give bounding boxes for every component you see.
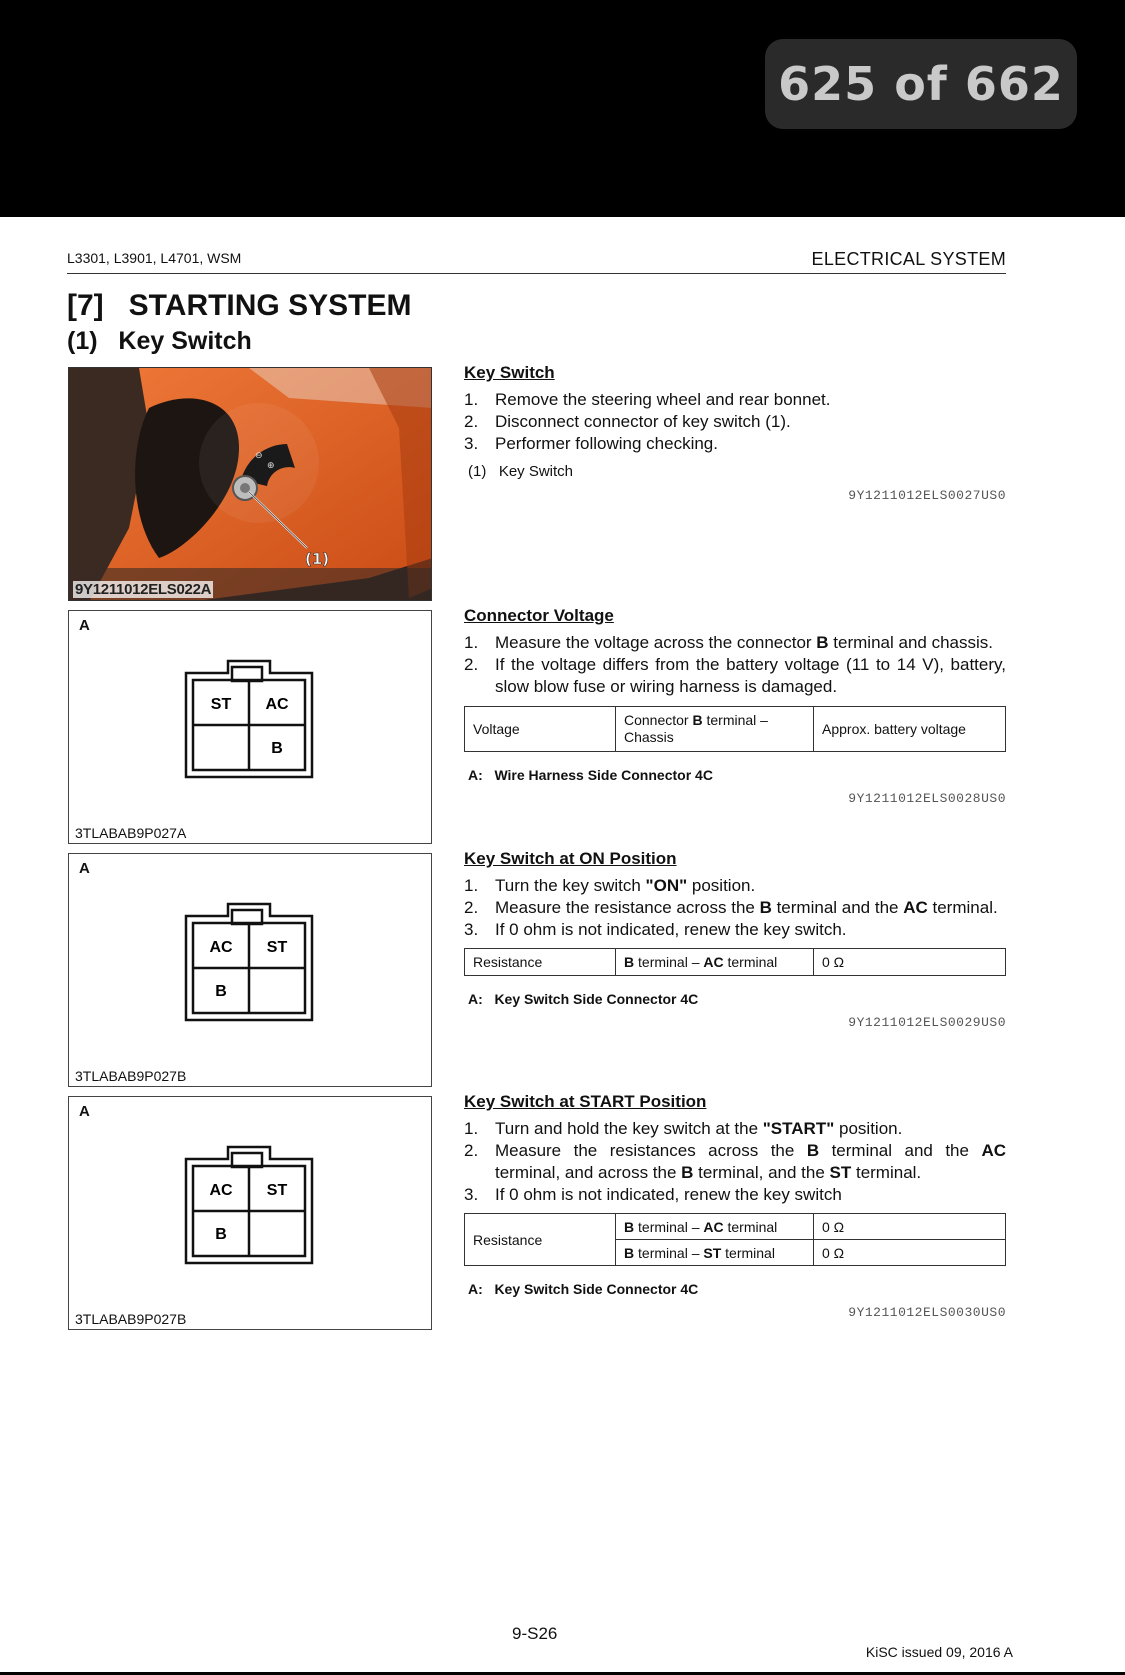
header-rule (67, 273, 1006, 274)
key-switch-block (464, 363, 1006, 503)
reference-code: 9Y1211012ELS0029US0 (848, 1015, 1006, 1030)
subsection-title: (1) Key Switch (67, 327, 252, 355)
spec-value: 0 Ω (814, 949, 1006, 976)
step-item: 3. Performer following checking. (464, 434, 718, 453)
spec-measurement: B terminal – AC terminal (616, 949, 814, 976)
figure-note: (1) Key Switch (468, 463, 574, 480)
figure-code: 3TLABAB9P027A (75, 825, 187, 841)
step-list (464, 1118, 1006, 1206)
header-models: L3301, L3901, L4701, WSM (67, 250, 242, 266)
step-item: 2. Disconnect connector of key switch (1). (464, 412, 791, 431)
page-number: 9-S26 (512, 1624, 558, 1643)
connector-diagram (184, 902, 314, 1022)
cell-top-left: AC (209, 939, 233, 956)
cell-top-left: AC (209, 1182, 233, 1199)
block-heading: Key Switch (464, 363, 555, 382)
spec-label: Voltage (465, 707, 616, 752)
step-item: 1. Measure the voltage across the connector B terminal and chassis. (464, 633, 993, 652)
section-title: [7] STARTING SYSTEM (67, 289, 412, 322)
viewer-top-bar (0, 0, 1125, 217)
connector-figure-switch-on (68, 853, 432, 1087)
step-list (464, 632, 1006, 698)
cell-top-right: ST (266, 939, 288, 956)
manual-page (0, 217, 1125, 1672)
figure-letter: A (79, 1103, 90, 1120)
step-item: 1. Turn the key switch "ON" position. (464, 876, 756, 895)
key-switch-photo-graphic (69, 368, 432, 601)
figure-code: 3TLABAB9P027B (75, 1311, 187, 1327)
page-counter-badge: 625 of 662 (765, 39, 1077, 129)
figure-label: A: Key Switch Side Connector 4C (468, 1281, 699, 1297)
spec-label: Resistance (465, 1214, 616, 1266)
spec-measurement: B terminal – AC terminal (616, 1214, 814, 1240)
step-list (464, 875, 1006, 941)
spec-measurement: Connector B terminal – Chassis (616, 707, 814, 752)
block-heading: Key Switch at START Position (464, 1092, 707, 1111)
reference-code: 9Y1211012ELS0027US0 (848, 488, 1006, 503)
step-item: 2. If the voltage differs from the battery voltage (11 to 14 V), battery, slow blow fuse or wiring harness is damaged. (464, 655, 1006, 696)
figure-letter: A (79, 617, 90, 634)
connector-diagram (184, 659, 314, 779)
spec-value: 0 Ω (814, 1214, 1006, 1240)
cell-bottom-left: B (215, 1226, 227, 1243)
cell-top-left: ST (210, 696, 232, 713)
photo-caption: 9Y1211012ELS022A (75, 581, 212, 598)
block-heading: Key Switch at ON Position (464, 849, 677, 868)
step-item: 1. Turn and hold the key switch at the "START" position. (464, 1119, 903, 1138)
cell-bottom-left: B (215, 983, 227, 1000)
spec-table (464, 1213, 1006, 1266)
step-text: If 0 ohm is not indicated, renew the key switch (495, 1185, 842, 1204)
svg-text:⊖: ⊖ (255, 451, 263, 461)
connector-figure-switch-start (68, 1096, 432, 1330)
key-switch-photo (68, 367, 432, 601)
step-text: If the voltage differs from the battery voltage (11 to 14 V), battery, slow blow fuse or wiring harness is damaged. (495, 655, 1006, 696)
step-text: Remove the steering wheel and rear bonnet. (495, 390, 831, 409)
figure-label: A: Wire Harness Side Connector 4C (468, 767, 713, 783)
block-heading: Connector Voltage (464, 606, 614, 625)
figure-label: A: Key Switch Side Connector 4C (468, 991, 699, 1007)
spec-value: 0 Ω (814, 1240, 1006, 1266)
step-text: Performer following checking. (495, 434, 718, 453)
figure-code: 3TLABAB9P027B (75, 1068, 187, 1084)
connector-diagram (184, 1145, 314, 1265)
header-section: ELECTRICAL SYSTEM (811, 249, 1006, 269)
cell-top-right: ST (266, 1182, 288, 1199)
issue-note: KiSC issued 09, 2016 A (865, 1644, 1013, 1660)
step-list (464, 389, 1006, 455)
figure-letter: A (79, 860, 90, 877)
on-position-block (464, 849, 1006, 1030)
step-item: 2. Measure the resistances across the B terminal and the AC terminal, and across the B terminal, and the ST terminal. (464, 1141, 1006, 1182)
step-text: Disconnect connector of key switch (1). (495, 412, 791, 431)
start-position-block (464, 1092, 1006, 1320)
connector-figure-harness (68, 610, 432, 844)
step-item: 3. If 0 ohm is not indicated, renew the key switch. (464, 920, 847, 939)
svg-text:⊕: ⊕ (267, 461, 275, 471)
spec-label: Resistance (465, 949, 616, 976)
reference-code: 9Y1211012ELS0028US0 (848, 791, 1006, 806)
connector-voltage-block (464, 606, 1006, 806)
step-item: 3. If 0 ohm is not indicated, renew the key switch (464, 1185, 842, 1204)
cell-top-right: AC (265, 696, 289, 713)
spec-measurement: B terminal – ST terminal (616, 1240, 814, 1266)
cell-bottom-right: B (271, 740, 283, 757)
spec-value: Approx. battery voltage (814, 707, 1006, 752)
spec-table (464, 706, 1006, 752)
photo-callout: (1) (305, 550, 330, 568)
step-item: 2. Measure the resistance across the B terminal and the AC terminal. (464, 898, 998, 917)
spec-table (464, 948, 1006, 976)
step-item: 1. Remove the steering wheel and rear bonnet. (464, 390, 831, 409)
step-text: If 0 ohm is not indicated, renew the key switch. (495, 920, 847, 939)
reference-code: 9Y1211012ELS0030US0 (848, 1305, 1006, 1320)
